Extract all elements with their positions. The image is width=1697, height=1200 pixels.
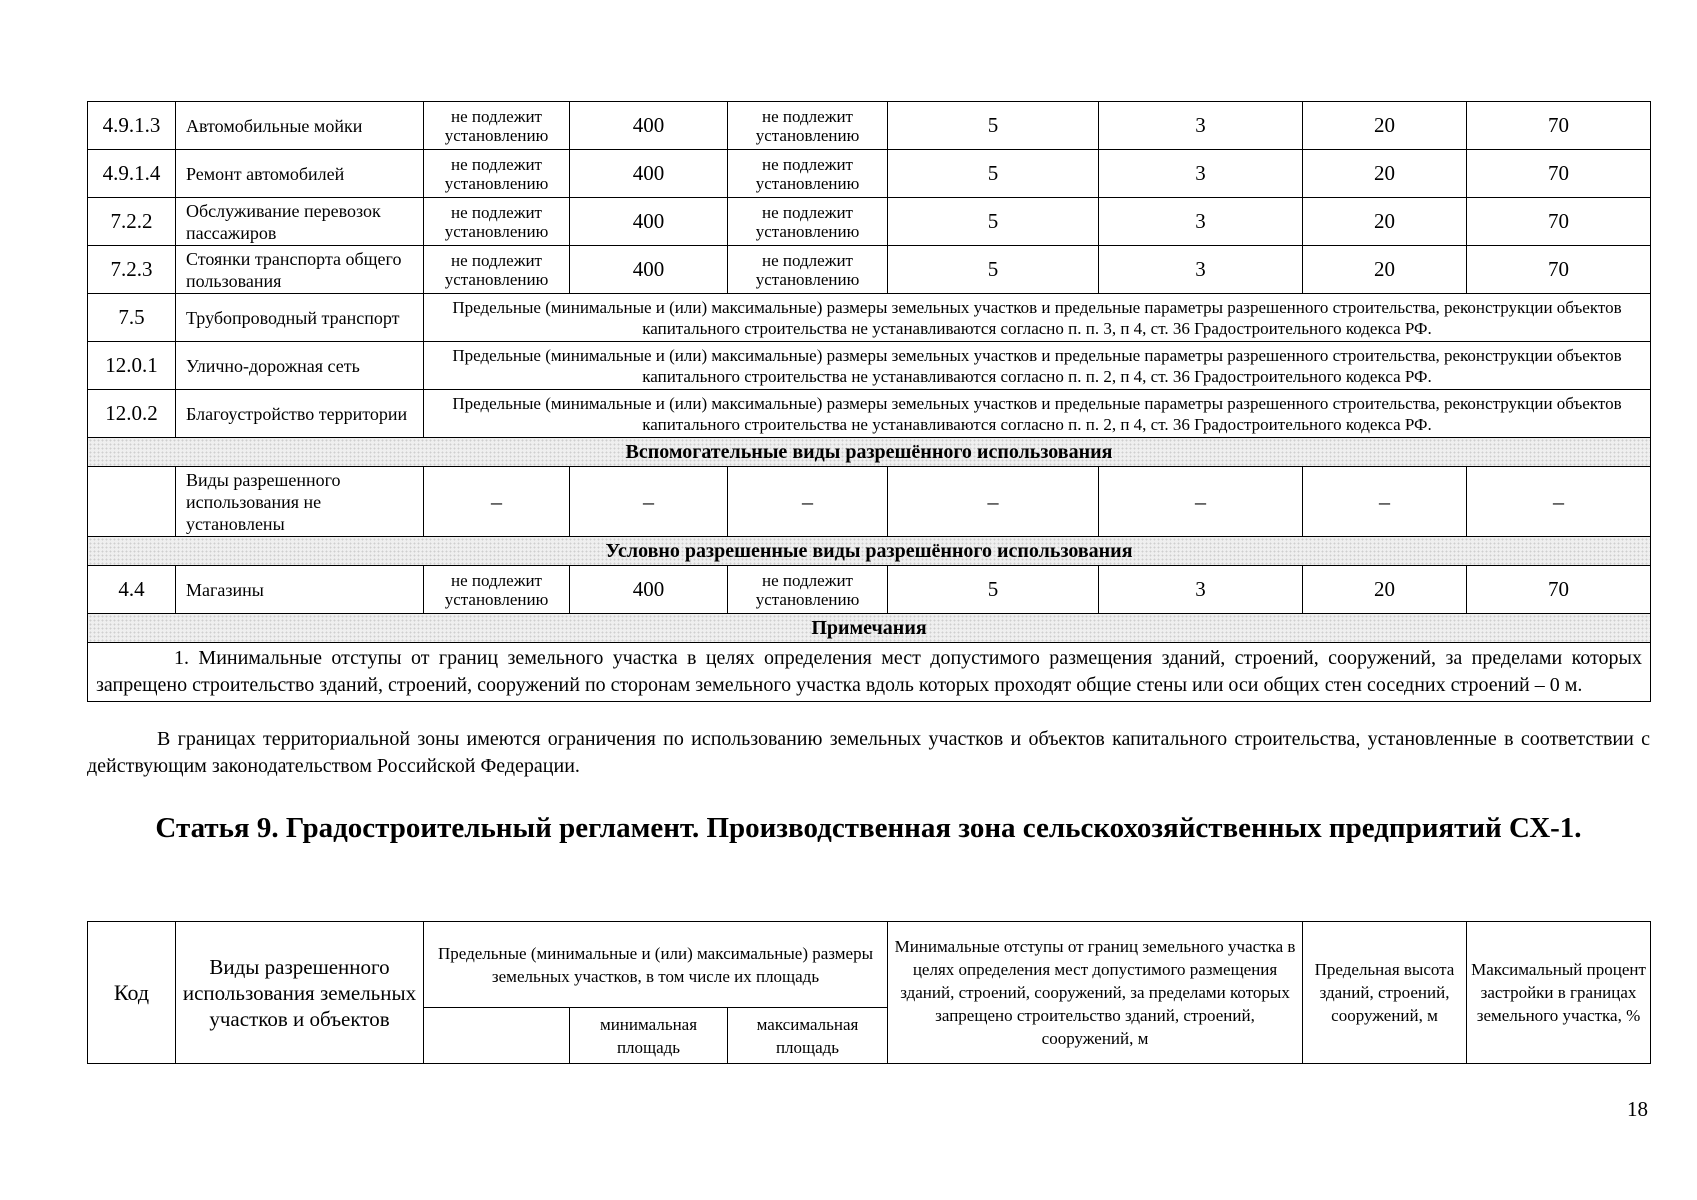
- table-row: [88, 246, 1651, 294]
- min-area-note: не подлежит установлению: [424, 102, 570, 150]
- setback: 5: [888, 102, 1099, 150]
- row-code: 12.0.2: [88, 390, 176, 438]
- dash-cell: –: [570, 467, 728, 537]
- row-code: 7.2.3: [88, 246, 176, 294]
- min-area-note: не подлежит установлению: [424, 246, 570, 294]
- row-code: 7.2.2: [88, 198, 176, 246]
- col-code: Код: [88, 922, 176, 1064]
- table-row: [88, 294, 1651, 342]
- dash-cell: –: [1303, 467, 1467, 537]
- section-header-row: [88, 438, 1651, 467]
- last-value: 70: [1467, 150, 1651, 198]
- max-percent: 20: [1303, 566, 1467, 614]
- row-name: Автомобильные мойки: [176, 102, 424, 150]
- max-area-note: не подлежит установлению: [728, 150, 888, 198]
- restrictions-paragraph: [87, 726, 1650, 780]
- max-area-note: не подлежит установлению: [728, 102, 888, 150]
- row-name: Виды разрешенного использования не установлены: [176, 467, 424, 537]
- section-header-row: [88, 537, 1651, 566]
- height: 3: [1099, 566, 1303, 614]
- dash-cell: –: [1099, 467, 1303, 537]
- aux-uses-header: Вспомогательные виды разрешённого использования: [88, 438, 1651, 467]
- height: 3: [1099, 198, 1303, 246]
- zoning-parameters-table: [87, 101, 1651, 702]
- header-row: [88, 922, 1651, 1008]
- dash-cell: –: [728, 467, 888, 537]
- article-heading: Статья 9. Градостроительный регламент. Производственная зона сельскохозяйственных предприятий СХ-1.: [155, 812, 1582, 844]
- setback: 5: [888, 246, 1099, 294]
- setback: 5: [888, 150, 1099, 198]
- min-area-note: не подлежит установлению: [424, 566, 570, 614]
- min-area-note: не подлежит установлению: [424, 198, 570, 246]
- col-percent: Максимальный процент застройки в границах земельного участка, %: [1467, 922, 1651, 1064]
- table-row: [88, 342, 1651, 390]
- max-percent: 20: [1303, 246, 1467, 294]
- notes-row: [88, 643, 1651, 702]
- max-percent: 20: [1303, 150, 1467, 198]
- height: 3: [1099, 150, 1303, 198]
- row-code: 12.0.1: [88, 342, 176, 390]
- min-area: 400: [570, 150, 728, 198]
- min-area-note: не подлежит установлению: [424, 150, 570, 198]
- not-established-note: Предельные (минимальные и (или) максимальные) размеры земельных участков и предельные параметры разрешенного строительства, реконструкции объектов капитального строительства не устанавливаются согласно п. п. 3, п 4, ст. 36 Градостроительного кодекса РФ.: [424, 294, 1651, 342]
- last-value: 70: [1467, 566, 1651, 614]
- col-min-area: минимальная площадь: [570, 1008, 728, 1064]
- section-header-row: [88, 614, 1651, 643]
- page-number: 18: [1627, 1097, 1648, 1121]
- row-name: Обслуживание перевозок пассажиров: [176, 198, 424, 246]
- row-code: 7.5: [88, 294, 176, 342]
- conditional-uses-header: Условно разрешенные виды разрешённого использования: [88, 537, 1651, 566]
- max-area-note: не подлежит установлению: [728, 246, 888, 294]
- not-established-note: Предельные (минимальные и (или) максимальные) размеры земельных участков и предельные параметры разрешенного строительства, реконструкции объектов капитального строительства не устанавливаются согласно п. п. 2, п 4, ст. 36 Градостроительного кодекса РФ.: [424, 390, 1651, 438]
- min-area: 400: [570, 566, 728, 614]
- row-code: 4.9.1.3: [88, 102, 176, 150]
- col-setbacks: Минимальные отступы от границ земельного участка в целях определения мест допустимого размещения зданий, строений, сооружений, за пределами которых запрещено строительство зданий, строений, сооружений, м: [888, 922, 1303, 1064]
- dash-cell: –: [424, 467, 570, 537]
- table-row: [88, 198, 1651, 246]
- row-code: 4.4: [88, 566, 176, 614]
- max-area-note: не подлежит установлению: [728, 198, 888, 246]
- row-name: Ремонт автомобилей: [176, 150, 424, 198]
- row-name: Благоустройство территории: [176, 390, 424, 438]
- col-height: Предельная высота зданий, строений, сооружений, м: [1303, 922, 1467, 1064]
- not-established-note: Предельные (минимальные и (или) максимальные) размеры земельных участков и предельные параметры разрешенного строительства, реконструкции объектов капитального строительства не устанавливаются согласно п. п. 2, п 4, ст. 36 Градостроительного кодекса РФ.: [424, 342, 1651, 390]
- table-row: [88, 390, 1651, 438]
- last-value: 70: [1467, 246, 1651, 294]
- last-value: 70: [1467, 102, 1651, 150]
- col-max-area: максимальная площадь: [728, 1008, 888, 1064]
- height: 3: [1099, 246, 1303, 294]
- table-row: [88, 102, 1651, 150]
- col-empty: [424, 1008, 570, 1064]
- row-name: Магазины: [176, 566, 424, 614]
- max-percent: 20: [1303, 102, 1467, 150]
- height: 3: [1099, 102, 1303, 150]
- table-row: [88, 566, 1651, 614]
- notes-header: Примечания: [88, 614, 1651, 643]
- col-area-limits: Предельные (минимальные и (или) максимальные) размеры земельных участков, в том числе их площадь: [424, 922, 888, 1008]
- row-name: Стоянки транспорта общего пользования: [176, 246, 424, 294]
- table-row: [88, 467, 1651, 537]
- table-row: [88, 150, 1651, 198]
- min-area: 400: [570, 102, 728, 150]
- min-area: 400: [570, 246, 728, 294]
- notes-text: 1. Минимальные отступы от границ земельного участка в целях определения мест допустимого размещения зданий, строений, сооружений, за пределами которых запрещено строительство зданий, строений, сооружений по сторонам земельного участка вдоль которых проходят общие стены или оси общих стен соседних строений – 0 м.: [88, 643, 1651, 702]
- paragraph-text: В границах территориальной зоны имеются ограничения по использованию земельных участков и объектов капитального строительства, установленные в соответствии с действующим законодательством Российской Федерации.: [87, 728, 1650, 777]
- min-area: 400: [570, 198, 728, 246]
- dash-cell: –: [1467, 467, 1651, 537]
- row-code: [88, 467, 176, 537]
- row-name: Трубопроводный транспорт: [176, 294, 424, 342]
- setback: 5: [888, 198, 1099, 246]
- max-area-note: не подлежит установлению: [728, 566, 888, 614]
- row-name: Улично-дорожная сеть: [176, 342, 424, 390]
- col-types: Виды разрешенного использования земельных участков и объектов: [176, 922, 424, 1064]
- zone-header-table: [87, 921, 1651, 1064]
- max-percent: 20: [1303, 198, 1467, 246]
- setback: 5: [888, 566, 1099, 614]
- last-value: 70: [1467, 198, 1651, 246]
- row-code: 4.9.1.4: [88, 150, 176, 198]
- dash-cell: –: [888, 467, 1099, 537]
